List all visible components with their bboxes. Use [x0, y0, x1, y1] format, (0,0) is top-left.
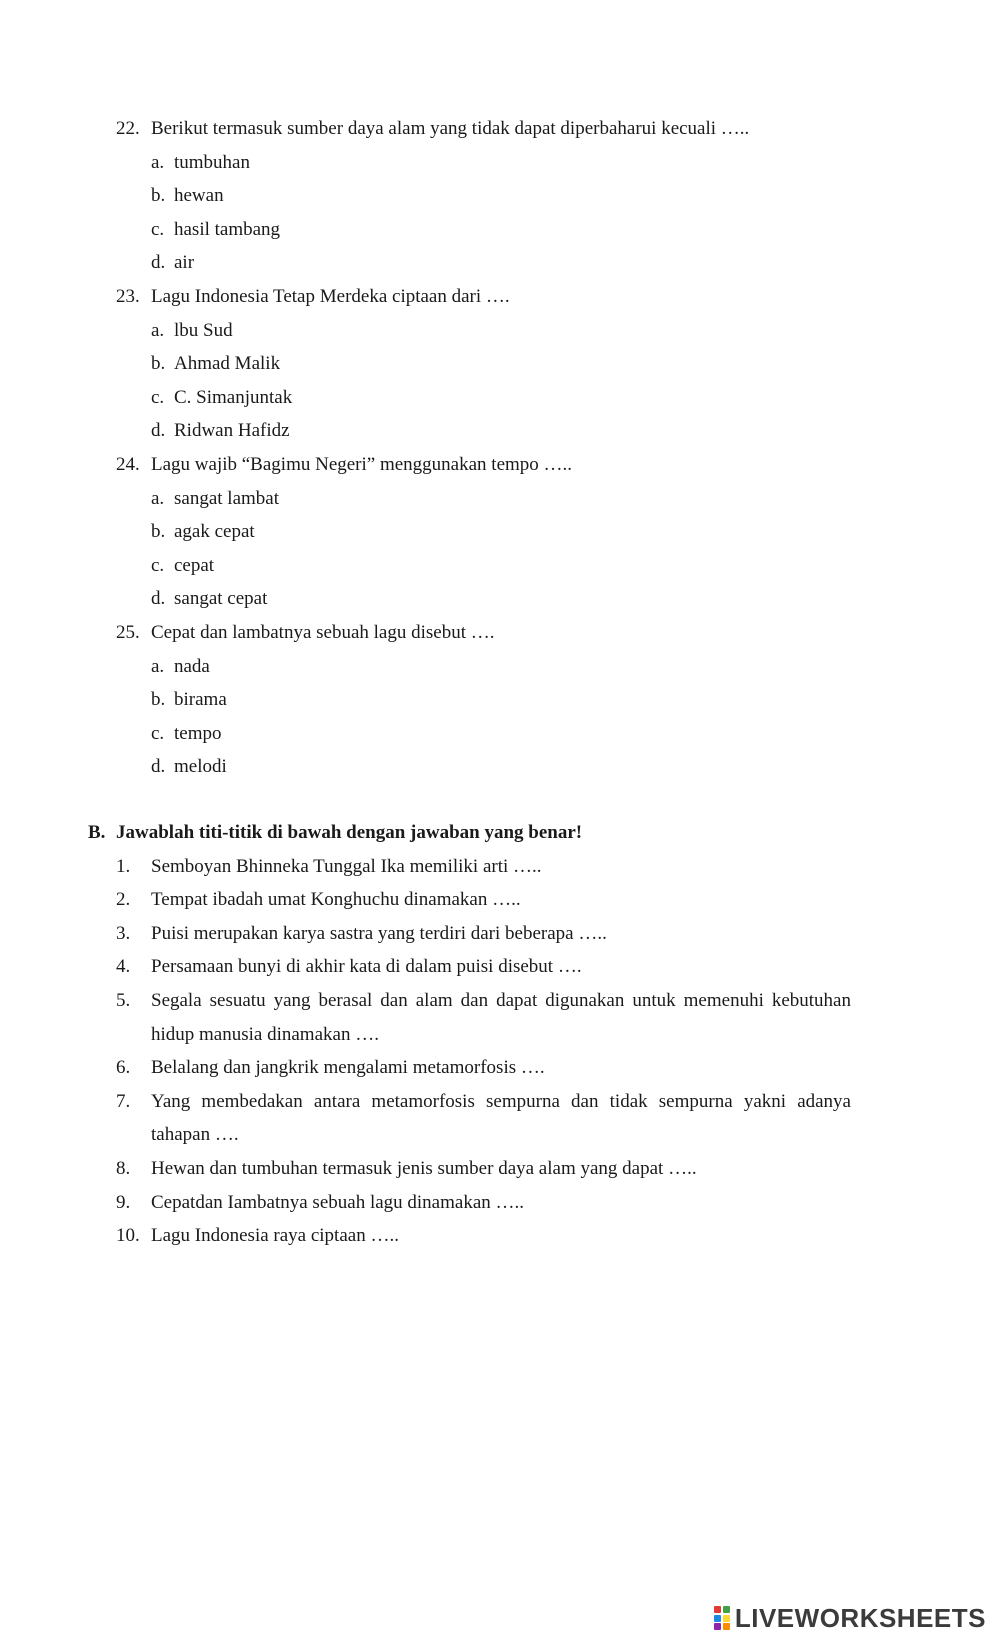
item-number: 10.: [116, 1225, 140, 1247]
fill-in-item: [88, 1085, 888, 1152]
option-text: agak cepat: [174, 521, 255, 543]
item-number: 1.: [116, 855, 131, 877]
option-text: melodi: [174, 756, 227, 778]
fill-in-section: [88, 816, 888, 1253]
item-number: 6.: [116, 1057, 131, 1079]
answer-option: [116, 414, 886, 448]
option-letter: c.: [151, 722, 165, 744]
fill-in-item: [88, 984, 888, 1051]
item-text: Lagu Indonesia raya ciptaan …..: [151, 1225, 399, 1247]
liveworksheets-logo-icon: [714, 1606, 730, 1630]
answer-option: [116, 246, 886, 280]
option-letter: c.: [151, 386, 165, 408]
option-letter: a.: [151, 151, 165, 173]
option-text: Ahmad Malik: [174, 353, 281, 375]
question-text: Lagu wajib “Bagimu Negeri” menggunakan tempo …..: [151, 453, 573, 475]
answer-option: [116, 683, 886, 717]
option-letter: d.: [151, 420, 166, 442]
question-line: [116, 616, 886, 650]
item-text: Cepatdan Iambatnya sebuah lagu dinamakan …..: [151, 1191, 525, 1213]
question-block: [116, 112, 886, 280]
fill-in-item: [88, 883, 888, 917]
question-text: Cepat dan lambatnya sebuah lagu disebut ….: [151, 621, 495, 643]
option-text: air: [174, 252, 195, 274]
item-text: Yang membedakan antara metamorfosis sempurna dan tidak sempurna yakni adanya tahapan ….: [151, 1090, 851, 1146]
option-letter: b.: [151, 353, 166, 375]
item-number: 2.: [116, 889, 131, 911]
item-number: 5.: [116, 989, 131, 1011]
option-text: nada: [174, 655, 210, 677]
logo-square-blue: [714, 1615, 721, 1622]
item-number: 4.: [116, 956, 131, 978]
logo-square-purple: [714, 1623, 721, 1630]
option-text: lbu Sud: [174, 319, 233, 341]
option-letter: d.: [151, 252, 166, 274]
answer-option: [116, 549, 886, 583]
liveworksheets-watermark: [714, 1603, 986, 1633]
section-heading-text: Jawablah titi-titik di bawah dengan jawaban yang benar!: [116, 822, 583, 843]
option-letter: b.: [151, 185, 166, 207]
option-letter: a.: [151, 319, 165, 341]
fill-in-item: [88, 850, 888, 884]
question-block: [116, 616, 886, 784]
option-letter: c.: [151, 554, 165, 576]
answer-option: [116, 717, 886, 751]
option-text: tumbuhan: [174, 151, 250, 173]
option-letter: a.: [151, 487, 165, 509]
answer-option: [116, 179, 886, 213]
item-number: 8.: [116, 1157, 131, 1179]
logo-square-orange: [723, 1623, 730, 1630]
logo-square-green: [723, 1606, 730, 1613]
option-letter: a.: [151, 655, 165, 677]
question-number: 22.: [116, 118, 140, 139]
answer-option: [116, 750, 886, 784]
option-text: cepat: [174, 554, 215, 576]
option-text: hasil tambang: [174, 218, 281, 240]
item-text: Belalang dan jangkrik mengalami metamorfosis ….: [151, 1057, 545, 1079]
logo-square-red: [714, 1606, 721, 1613]
question-text: Lagu Indonesia Tetap Merdeka ciptaan dari ….: [151, 285, 510, 307]
multiple-choice-section: [116, 112, 886, 784]
answer-option: [116, 482, 886, 516]
answer-option: [116, 650, 886, 684]
option-text: hewan: [174, 185, 224, 207]
question-line: [116, 112, 886, 146]
item-number: 3.: [116, 922, 131, 944]
option-letter: d.: [151, 588, 166, 610]
fill-in-item: [88, 1186, 888, 1220]
item-text: Puisi merupakan karya sastra yang terdiri dari beberapa …..: [151, 922, 607, 944]
fill-in-item: [88, 1219, 888, 1253]
question-block: [116, 280, 886, 448]
question-number: 24.: [116, 453, 140, 475]
answer-option: [116, 381, 886, 415]
option-text: tempo: [174, 722, 222, 744]
answer-option: [116, 582, 886, 616]
section-heading: [88, 816, 888, 850]
item-text: Persamaan bunyi di akhir kata di dalam puisi disebut ….: [151, 956, 582, 978]
answer-option: [116, 347, 886, 381]
fill-in-item: [88, 917, 888, 951]
option-text: C. Simanjuntak: [174, 386, 293, 408]
item-text: Tempat ibadah umat Konghuchu dinamakan …..: [151, 889, 521, 911]
option-letter: b.: [151, 689, 166, 711]
answer-option: [116, 146, 886, 180]
item-text: Hewan dan tumbuhan termasuk jenis sumber daya alam yang dapat …..: [151, 1157, 697, 1179]
item-number: 7.: [116, 1090, 131, 1112]
question-block: [116, 448, 886, 616]
answer-option: [116, 515, 886, 549]
logo-square-yellow: [723, 1615, 730, 1622]
question-number: 23.: [116, 285, 140, 307]
option-letter: d.: [151, 756, 166, 778]
option-letter: b.: [151, 521, 166, 543]
fill-in-item: [88, 950, 888, 984]
option-text: birama: [174, 689, 227, 711]
option-text: sangat cepat: [174, 588, 268, 610]
fill-in-item: [88, 1051, 888, 1085]
item-text: Semboyan Bhinneka Tunggal Ika memiliki arti …..: [151, 855, 542, 877]
question-text: Berikut termasuk sumber daya alam yang tidak dapat diperbaharui kecuali …..: [151, 118, 750, 139]
item-number: 9.: [116, 1191, 131, 1213]
answer-option: [116, 314, 886, 348]
item-text: Segala sesuatu yang berasal dan alam dan dapat digunakan untuk memenuhi kebutuhan hidup manusia dinamakan ….: [151, 989, 851, 1045]
option-text: sangat lambat: [174, 487, 279, 509]
option-letter: c.: [151, 218, 165, 240]
question-line: [116, 448, 886, 482]
question-line: [116, 280, 886, 314]
answer-option: [116, 213, 886, 247]
option-text: Ridwan Hafidz: [174, 420, 290, 442]
section-letter: B.: [88, 822, 106, 843]
question-number: 25.: [116, 621, 140, 643]
watermark-text: LIVEWORKSHEETS: [734, 1603, 986, 1633]
fill-in-item: [88, 1152, 888, 1186]
